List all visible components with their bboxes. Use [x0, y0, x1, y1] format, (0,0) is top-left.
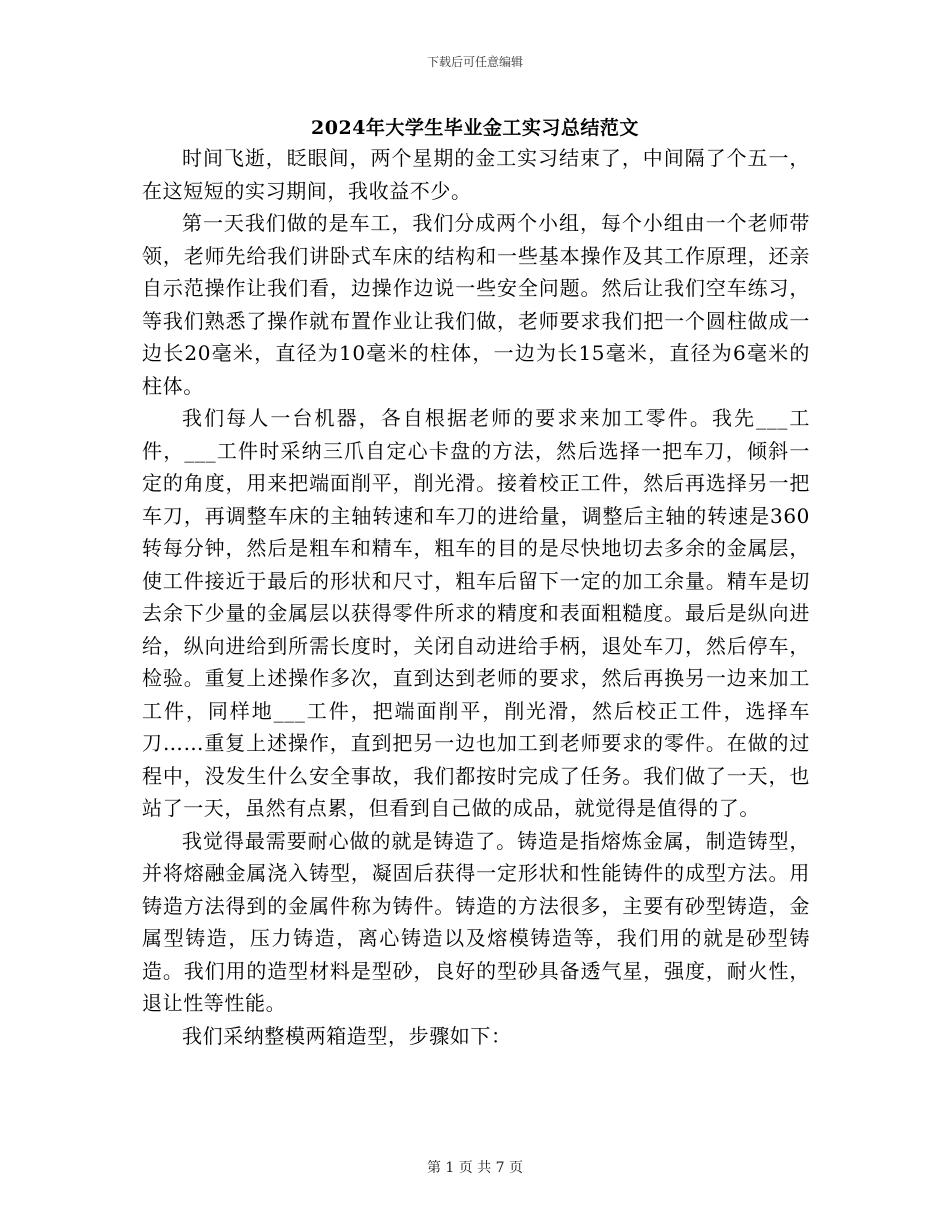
document-title: 2024年大学生毕业金工实习总结范文 — [311, 117, 639, 139]
page-header-note: 下载后可任意编辑 — [426, 55, 523, 69]
document-body — [142, 142, 810, 1052]
paragraph-1: 时间飞逝，眨眼间，两个星期的金工实习结束了，中间隔了个五一，在这短短的实习期间，我收益不少。 — [142, 146, 810, 203]
paragraph-3: 我们每人一台机器，各自根据老师的要求来加工零件。我先___工件，___工件时采纳三爪自定心卡盘的方法，然后选择一把车刀，倾斜一定的角度，用来把端面削平，削光滑。接着校正工件，然后再选择另一把车刀，再调整车床的主轴转速和车刀的进给量，调整后主轴的转速是360转每分钟，然后是粗车和精车，粗车的目的是尽快地切去多余的金属层，使工件接近于最后的形状和尺寸，粗车后留下一定的加工余量。精车是切去余下少量的金属层以获得零件所求的精度和表面粗糙度。最后是纵向进给，纵向进给到所需长度时，关闭自动进给手柄，退处车刀，然后停车，检验。重复上述操作多次，直到达到老师的要求，然后再换另一边来加工工件，同样地___工件，把端面削平，削光滑，然后校正工件，选择车刀……重复上述操作，直到把另一边也加工到老师要求的零件。在做的过程中，没发生什么安全事故，我们都按时完成了任务。我们做了一天，也站了一天，虽然有点累，但看到自己做的成品，就觉得是值得的了。 — [142, 406, 810, 820]
paragraph-5: 我们采纳整模两箱造型，步骤如下： — [182, 1023, 512, 1048]
paragraph-2: 第一天我们做的是车工，我们分成两个小组，每个小组由一个老师带领，老师先给我们讲卧式车床的结构和一些基本操作及其工作原理，还亲自示范操作让我们看，边操作边说一些安全问题。然后让我们空车练习，等我们熟悉了操作就布置作业让我们做，老师要求我们把一个圆柱做成一边长20毫米，直径为10毫米的柱体，一边为长15毫米，直径为6毫米的柱体。 — [142, 211, 810, 398]
paragraph-4: 我觉得最需要耐心做的就是铸造了。铸造是指熔炼金属，制造铸型，并将熔融金属浇入铸型，凝固后获得一定形状和性能铸件的成型方法。用铸造方法得到的金属件称为铸件。铸造的方法很多，主要有砂型铸造，金属型铸造，压力铸造，离心铸造以及熔模铸造等，我们用的就是砂型铸造。我们用的造型材料是型砂，良好的型砂具备透气星，强度，耐火性，退让性等性能。 — [142, 828, 810, 1015]
page-number: 第 1 页 共 7 页 — [426, 1160, 524, 1176]
